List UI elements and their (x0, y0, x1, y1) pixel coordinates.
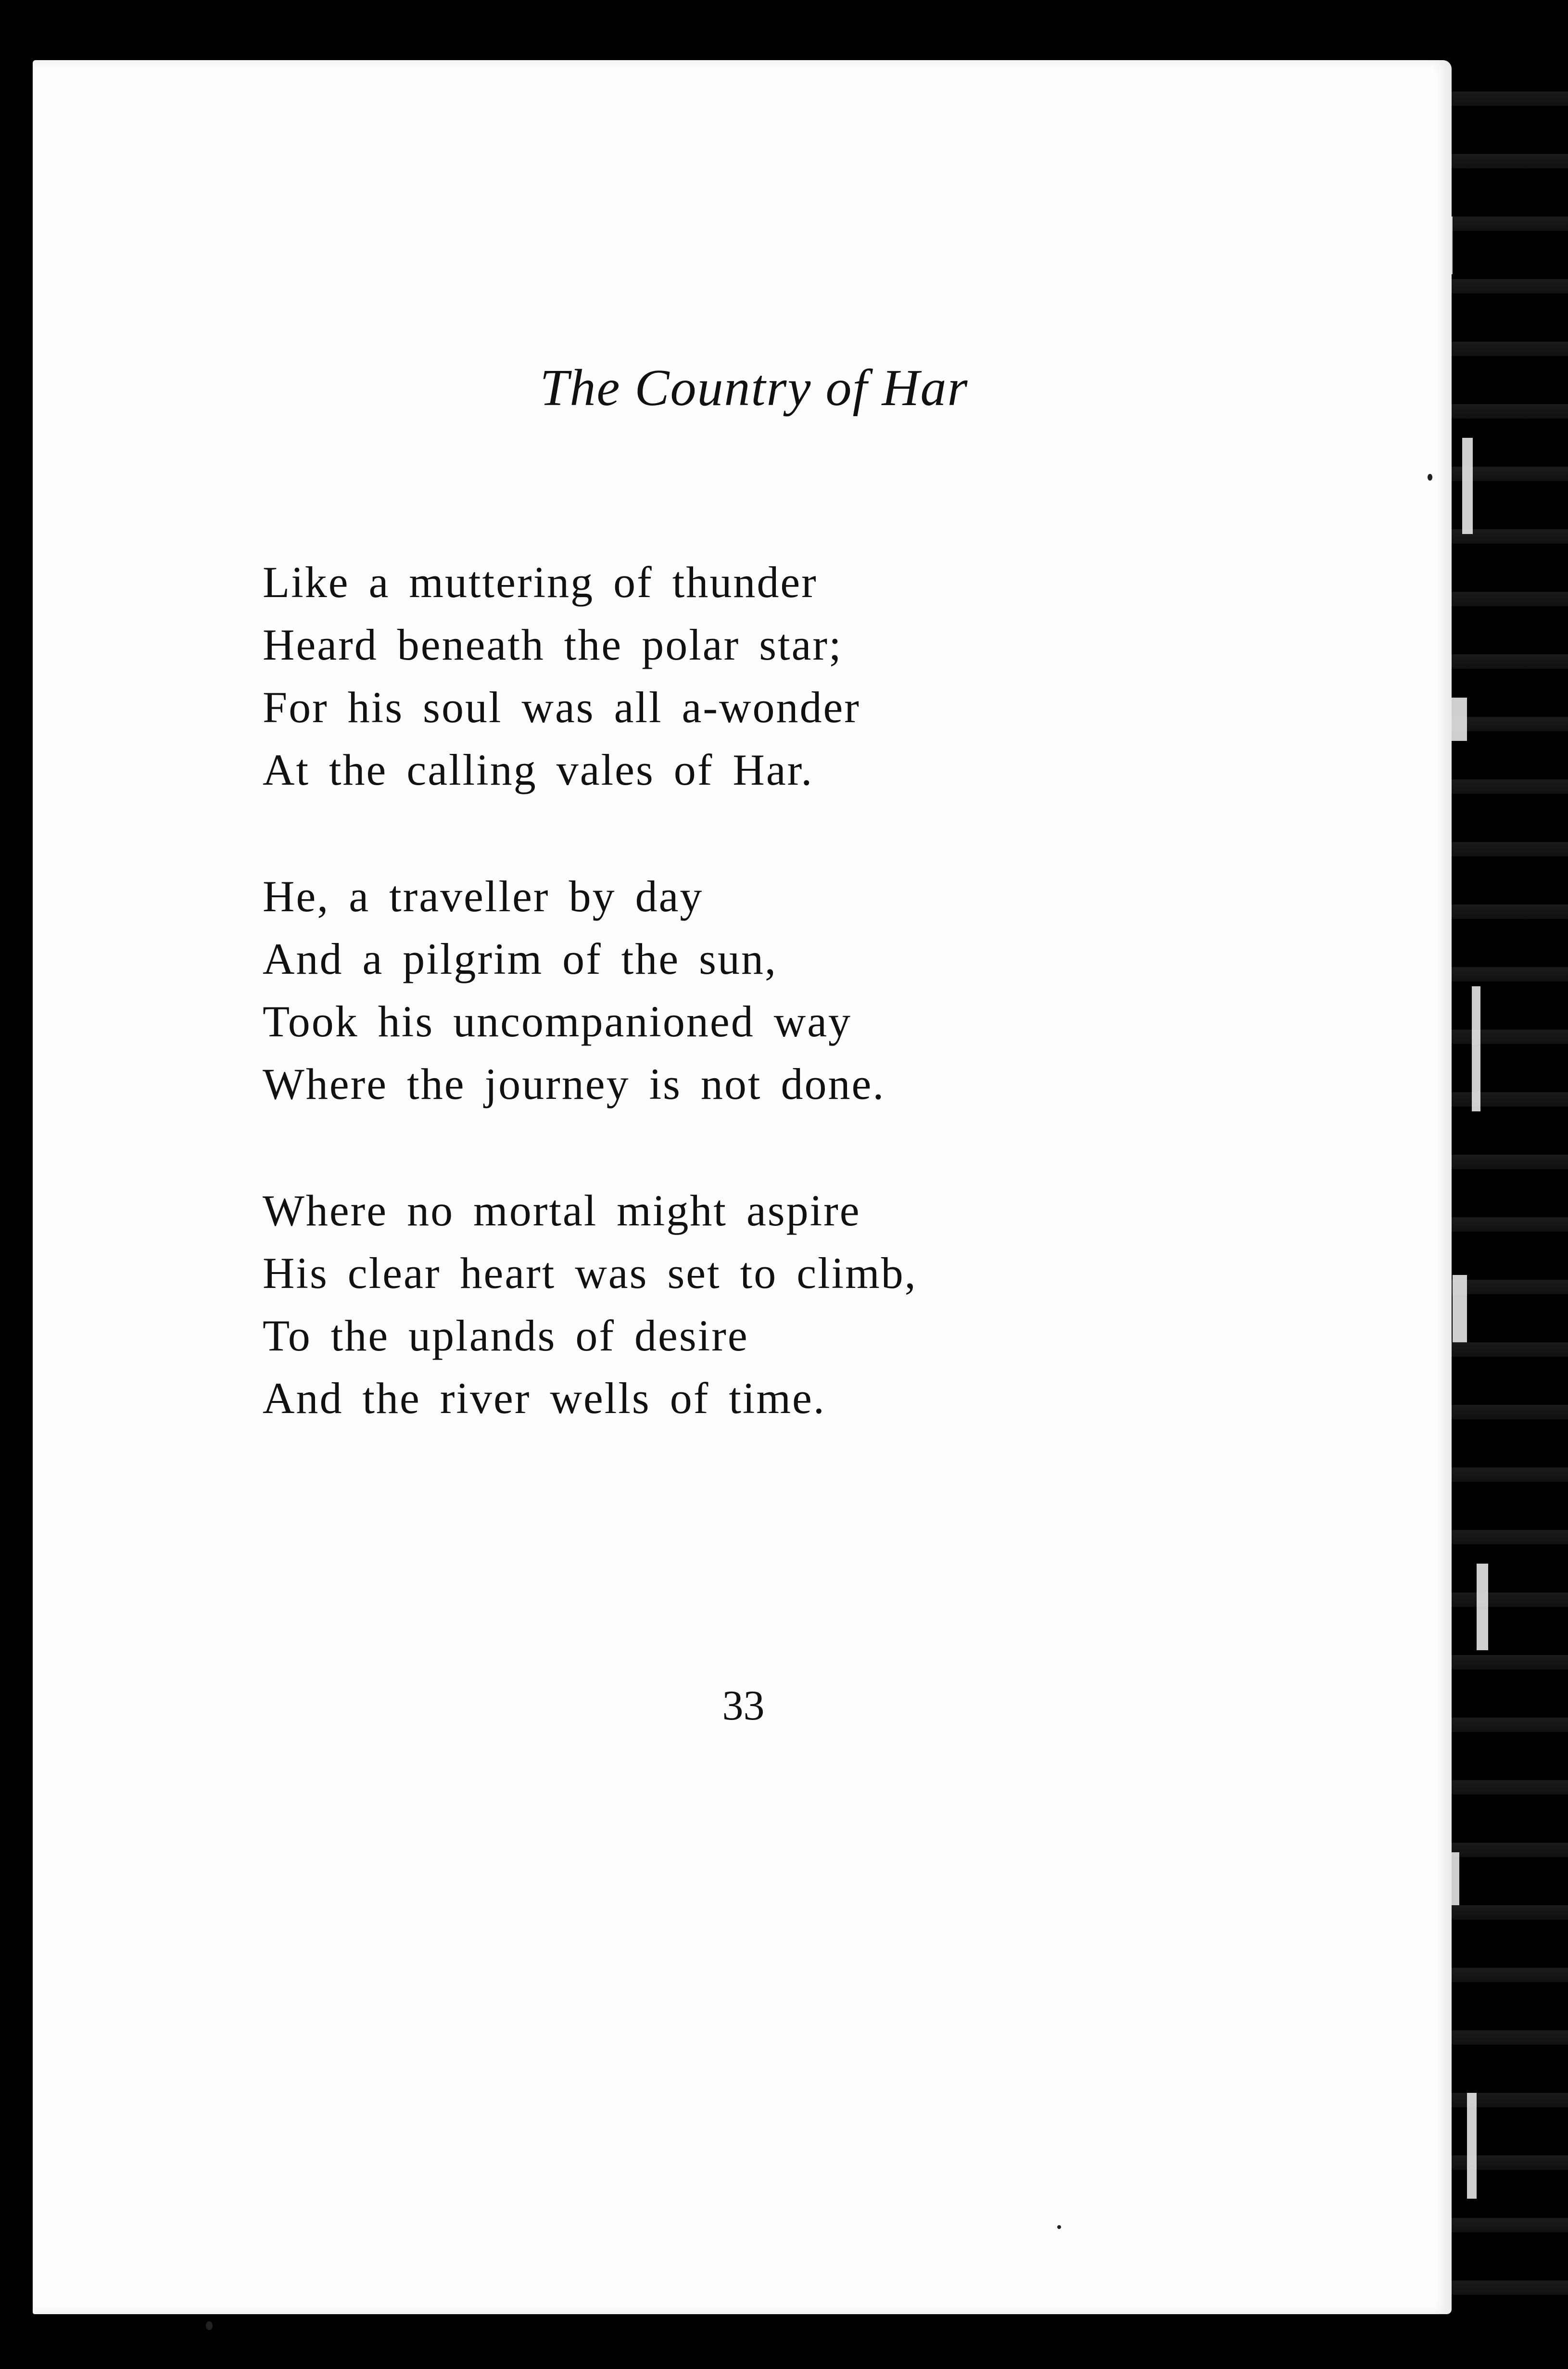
stanza-1 (263, 551, 917, 801)
poem-line: Where no mortal might aspire (263, 1186, 861, 1235)
poem-line: For his soul was all a-wonder (263, 683, 860, 732)
scan-speck (206, 2321, 213, 2330)
poem-body (263, 551, 917, 1493)
poem-line: He, a traveller by day (263, 872, 704, 921)
poem-line: Heard beneath the polar star; (263, 620, 843, 669)
poem-line: To the uplands of desire (263, 1311, 749, 1360)
poem-line: And a pilgrim of the sun, (263, 934, 777, 983)
poem-line: Like a muttering of thunder (263, 558, 818, 607)
book-page (33, 60, 1452, 2314)
poem-line: At the calling vales of Har. (263, 745, 814, 794)
scan-speck (1428, 474, 1432, 481)
stanza-3 (263, 1179, 917, 1429)
poem-line: His clear heart was set to climb, (263, 1248, 917, 1298)
poem-line: And the river wells of time. (263, 1374, 826, 1423)
running-title: The Country of Har (540, 359, 969, 417)
scan-speck (1057, 2225, 1061, 2229)
page-number: 33 (722, 1682, 765, 1729)
stanza-2 (263, 865, 917, 1115)
poem-line: Took his uncompanioned way (263, 997, 852, 1046)
poem-line: Where the journey is not done. (263, 1059, 885, 1108)
